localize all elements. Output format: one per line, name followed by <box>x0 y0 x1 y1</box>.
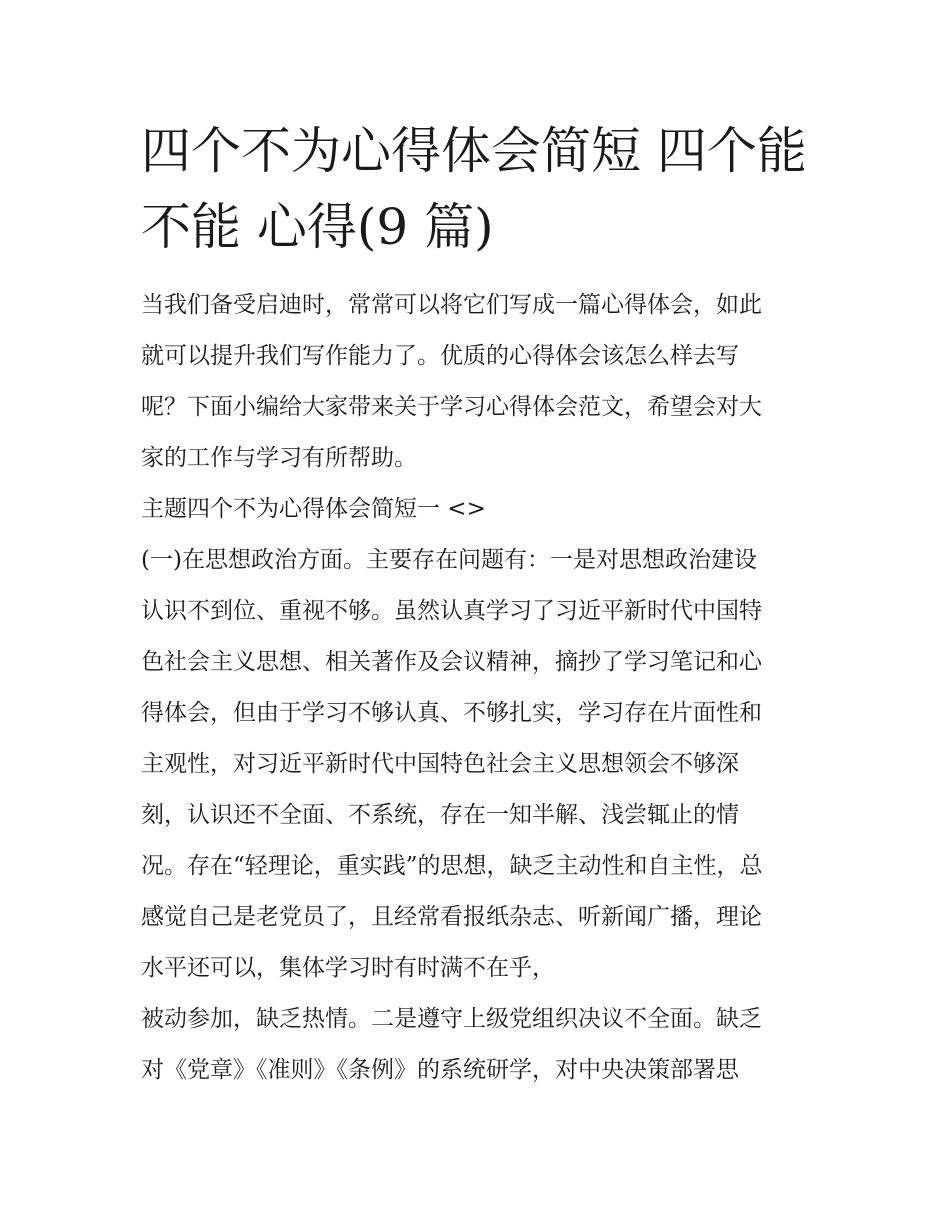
intro-line-2: 就可以提升我们写作能力了。优质的心得体会该怎么样去写 <box>141 343 739 369</box>
document-title <box>141 113 816 265</box>
paragraph-line-5: 主观性，对习近平新时代中国特色社会主义思想领会不够深 <box>141 751 739 777</box>
paragraph-line-9: 水平还可以，集体学习时有时满不在乎， <box>141 955 555 981</box>
paragraph-line-3: 色社会主义思想、相关著作及会议精神，摘抄了学习笔记和心 <box>141 649 762 675</box>
paragraph-line-2: 认识不到位、重视不够。虽然认真学习了习近平新时代中国特 <box>141 598 762 624</box>
paragraph-line-8: 感觉自己是老党员了，且经常看报纸杂志、听新闻广播，理论 <box>141 904 762 930</box>
intro-line-1: 当我们备受启迪时，常常可以将它们写成一篇心得体会，如此 <box>141 292 762 318</box>
paragraph-line-11: 对《党章》《准则》《条例》的系统研学，对中央决策部署思 <box>141 1057 739 1083</box>
paragraph-line-6: 刻，认识还不全面、不系统，存在一知半解、浅尝辄止的情 <box>141 802 739 828</box>
intro-line-3: 呢？下面小编给大家带来关于学习心得体会范文，希望会对大 <box>141 394 762 420</box>
title-line-1: 四个不为心得体会简短 四个能 <box>141 122 807 180</box>
title-line-2: 不能 心得(9 篇) <box>141 198 494 256</box>
paragraph-line-7: 况。存在“轻理论，重实践”的思想，缺乏主动性和自主性，总 <box>141 853 763 879</box>
paragraph-line-1: (一)在思想政治方面。主要存在问题有：一是对思想政治建设 <box>141 547 757 573</box>
paragraph-line-4: 得体会，但由于学习不够认真、不够扎实，学习存在片面性和 <box>141 700 762 726</box>
section-heading: 主题四个不为心得体会简短一 <> <box>141 496 486 522</box>
document-body <box>141 280 811 1096</box>
paragraph-line-10: 被动参加，缺乏热情。二是遵守上级党组织决议不全面。缺乏 <box>141 1006 762 1032</box>
intro-line-4: 家的工作与学习有所帮助。 <box>141 445 417 471</box>
